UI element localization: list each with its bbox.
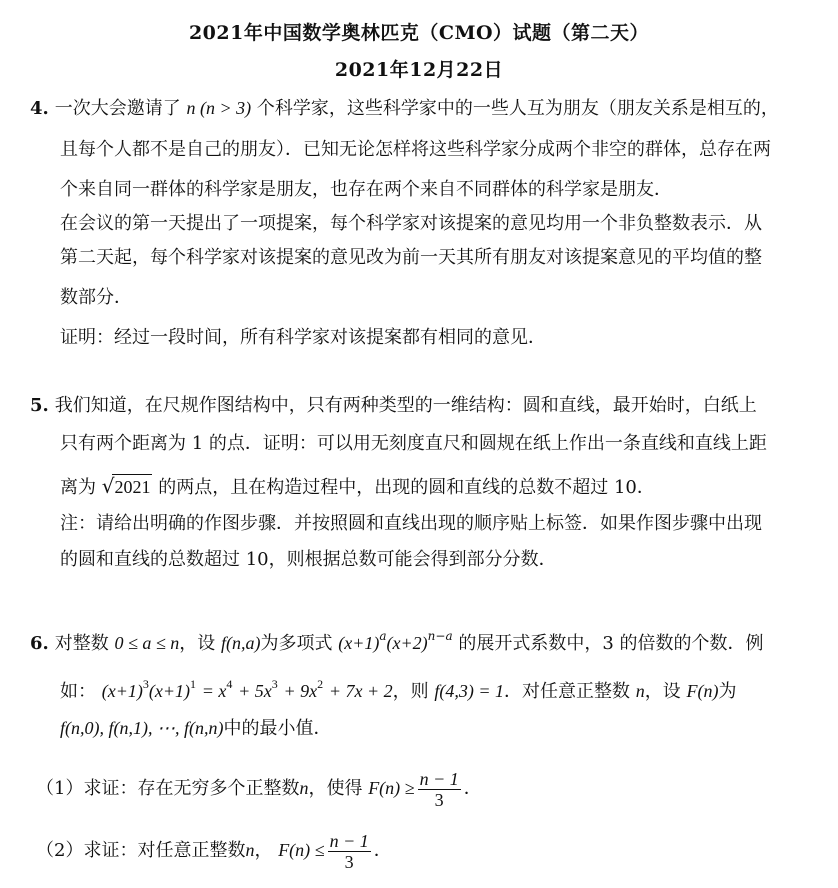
problem-5-line-4: 注：请给出明确的作图步骤．并按照圆和直线出现的顺序贴上标签．如果作图步骤中出现	[60, 513, 762, 534]
problem-6-line-1: 6. 对整数 0 ≤ a ≤ n，设 f(n,a)为多项式 $(x+1)^a(x+2)^{n-a}$ 的展开式系数中，3 的倍数的个数．例	[30, 629, 764, 654]
problem-number: 4.	[30, 98, 49, 119]
sqrt-value: 2021	[112, 474, 152, 499]
problem-6-line-3: f(n,0), f(n,1), ⋯, f(n,n)中的最小值．	[60, 718, 332, 739]
problem-4-line-3: 个来自同一群体的科学家是朋友，也存在两个来自不同群体的科学家是朋友．	[60, 179, 672, 200]
problem-5-line-5: 的圆和直线的总数超过 10，则根据总数可能会得到部分分数．	[60, 549, 557, 570]
problem-4-line-6: 数部分．	[60, 287, 132, 308]
problem-6-part-1: （1）求证：存在无穷多个正整数n，使得 F(n) ≥ $\frac{n - 1}{3}$ ．	[36, 768, 482, 810]
radical-icon: √	[101, 474, 115, 498]
problem-6-part-2: （2）求证：对任意正整数n， F(n) ≤ $\frac{n - 1}{3}$ ．	[36, 830, 392, 872]
fraction: $\frac{n - 1}{3}$	[419, 768, 459, 810]
problem-5-line-1: 5. 我们知道，在尺规作图结构中，只有两种类型的一维结构：圆和直线，最开始时，白纸上	[30, 395, 757, 416]
problem-6-line-2: 如： $(x+1)^3(x+1)^1 = x^4 + 5x^3 + 9x^2 + 7x + 2$，则 f(4,3) = 1．对任意正整数 n，设 F(n)为	[60, 677, 737, 702]
problem-5-line-2: 只有两个距离为 1 的点．证明：可以用无刻度直尺和圆规在纸上作出一条直线和直线上距	[60, 433, 767, 454]
page-title: 2021年中国数学奥林匹克（CMO）试题（第二天）	[188, 22, 650, 44]
problem-4-line-1: 4. 一次大会邀请了 n (n > 3) 个科学家，这些科学家中的一些人互为朋友（朋友关系是相互的，	[30, 98, 779, 119]
problem-number: 6.	[30, 633, 49, 654]
problem-5-line-3: 离为 √2021 的两点，且在构造过程中，出现的圆和直线的总数不超过 10．	[60, 474, 655, 498]
inline-math: n (n > 3)	[186, 98, 252, 118]
problem-4-line-2: 且每个人都不是自己的朋友）．已知无论怎样将这些科学家分成两个非空的群体，总存在两	[60, 139, 771, 160]
problem-4-line-4: 在会议的第一天提出了一项提案，每个科学家对该提案的意见均用一个非负整数表示．从	[60, 213, 762, 234]
problem-4-line-7: 证明：经过一段时间，所有科学家对该提案都有相同的意见．	[60, 327, 546, 348]
fraction: $\frac{n - 1}{3}$	[329, 830, 369, 872]
exam-date: 2021年12月22日	[334, 59, 504, 81]
problem-number: 5.	[30, 395, 49, 416]
problem-4-line-5: 第二天起，每个科学家对该提案的意见改为前一天其所有朋友对该提案意见的平均值的整	[60, 247, 762, 268]
